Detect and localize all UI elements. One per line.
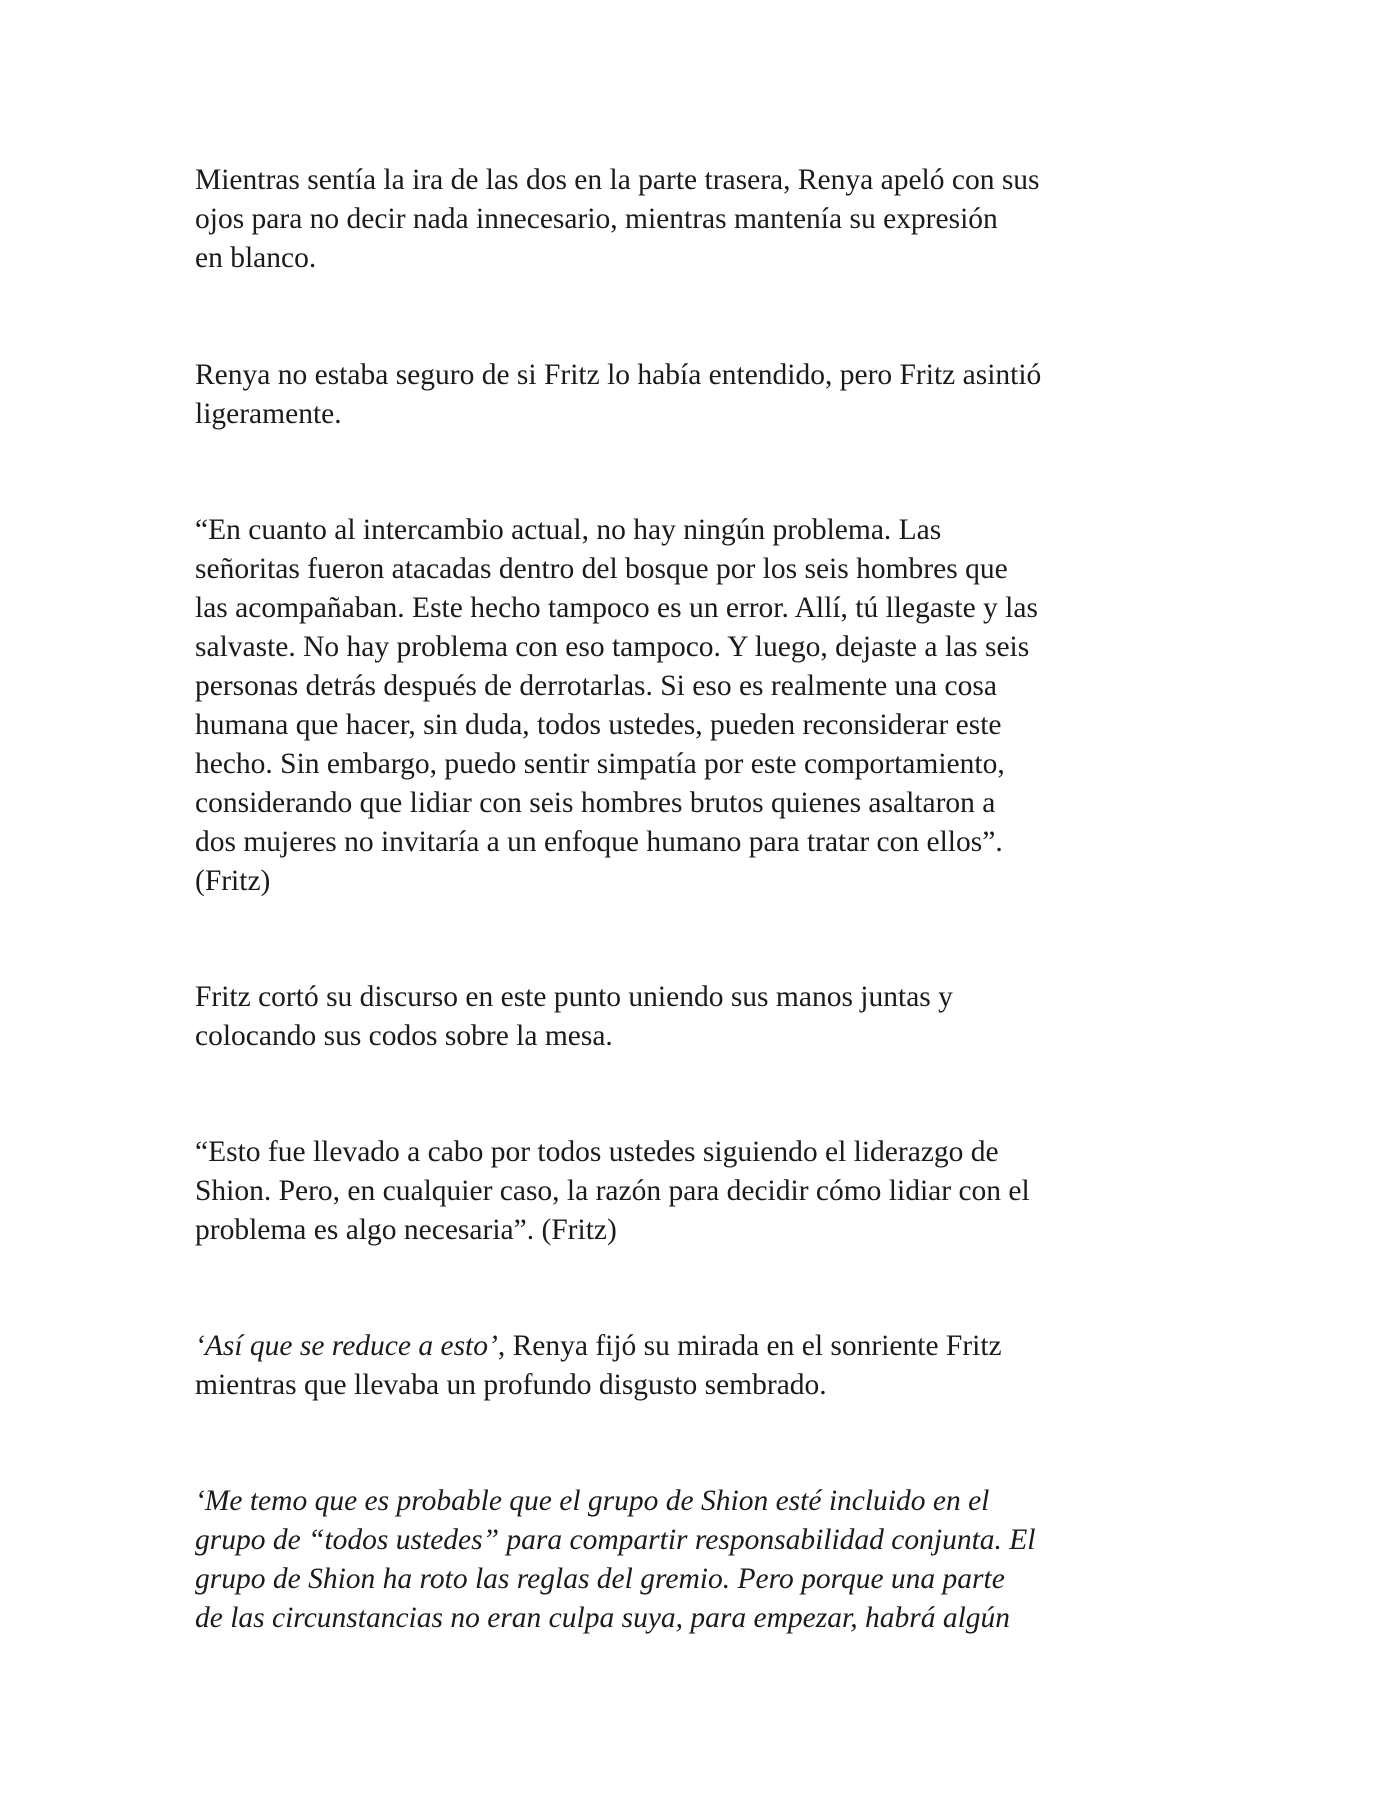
paragraph-7 <box>195 1482 1245 1638</box>
paragraph-2 <box>195 356 1245 434</box>
text-line: señoritas fueron atacadas dentro del bosque por los seis hombres que <box>195 553 1008 585</box>
text-line: hecho. Sin embargo, puedo sentir simpatía por este comportamiento, <box>195 748 1005 780</box>
paragraph-6 <box>195 1327 1245 1405</box>
text-run: , Renya fijó su mirada en el sonriente Fritz <box>497 1330 1002 1362</box>
paragraph-4 <box>195 978 1245 1056</box>
text-line: ojos para no decir nada innecesario, mientras mantenía su expresión <box>195 203 998 235</box>
text-line: las acompañaban. Este hecho tampoco es un error. Allí, tú llegaste y las <box>195 592 1038 624</box>
text-line: ligeramente. <box>195 398 342 430</box>
text-line: Fritz cortó su discurso en este punto uniendo sus manos juntas y <box>195 981 953 1013</box>
text-line: Mientras sentía la ira de las dos en la parte trasera, Renya apeló con sus <box>195 164 1040 196</box>
text-line: grupo de “todos ustedes” para compartir responsabilidad conjunta. El <box>195 1524 1036 1556</box>
text-line: Renya no estaba seguro de si Fritz lo había entendido, pero Fritz asintió <box>195 359 1042 391</box>
text-line: humana que hacer, sin duda, todos ustedes, pueden reconsiderar este <box>195 709 1002 741</box>
paragraph-3 <box>195 511 1245 901</box>
text-line: ‘Me temo que es probable que el grupo de Shion esté incluido en el <box>195 1485 990 1517</box>
paragraph-1 <box>195 161 1245 278</box>
text-line: (Fritz) <box>195 865 271 897</box>
text-line: de las circunstancias no eran culpa suya, para empezar, habrá algún <box>195 1602 1011 1634</box>
text-line: considerando que lidiar con seis hombres brutos quienes asaltaron a <box>195 787 996 819</box>
inner-thought: ‘Así que se reduce a esto’ <box>195 1330 498 1362</box>
text-line: mientras que llevaba un profundo disgusto sembrado. <box>195 1369 827 1401</box>
text-line: Shion. Pero, en cualquier caso, la razón para decidir cómo lidiar con el <box>195 1175 1030 1207</box>
paragraph-5 <box>195 1133 1245 1250</box>
text-line: personas detrás después de derrotarlas. Si eso es realmente una cosa <box>195 670 997 702</box>
text-line: en blanco. <box>195 242 317 274</box>
text-line: salvaste. No hay problema con eso tampoco. Y luego, dejaste a las seis <box>195 631 1030 663</box>
text-line: “Esto fue llevado a cabo por todos ustedes siguiendo el liderazgo de <box>195 1136 999 1168</box>
text-line: problema es algo necesaria”. (Fritz) <box>195 1214 617 1246</box>
text-line: grupo de Shion ha roto las reglas del gremio. Pero porque una parte <box>195 1563 1005 1595</box>
text-line <box>195 1327 1245 1366</box>
text-line: colocando sus codos sobre la mesa. <box>195 1020 613 1052</box>
text-line: dos mujeres no invitaría a un enfoque humano para tratar con ellos”. <box>195 826 1003 858</box>
text-line: “En cuanto al intercambio actual, no hay ningún problema. Las <box>195 514 942 546</box>
